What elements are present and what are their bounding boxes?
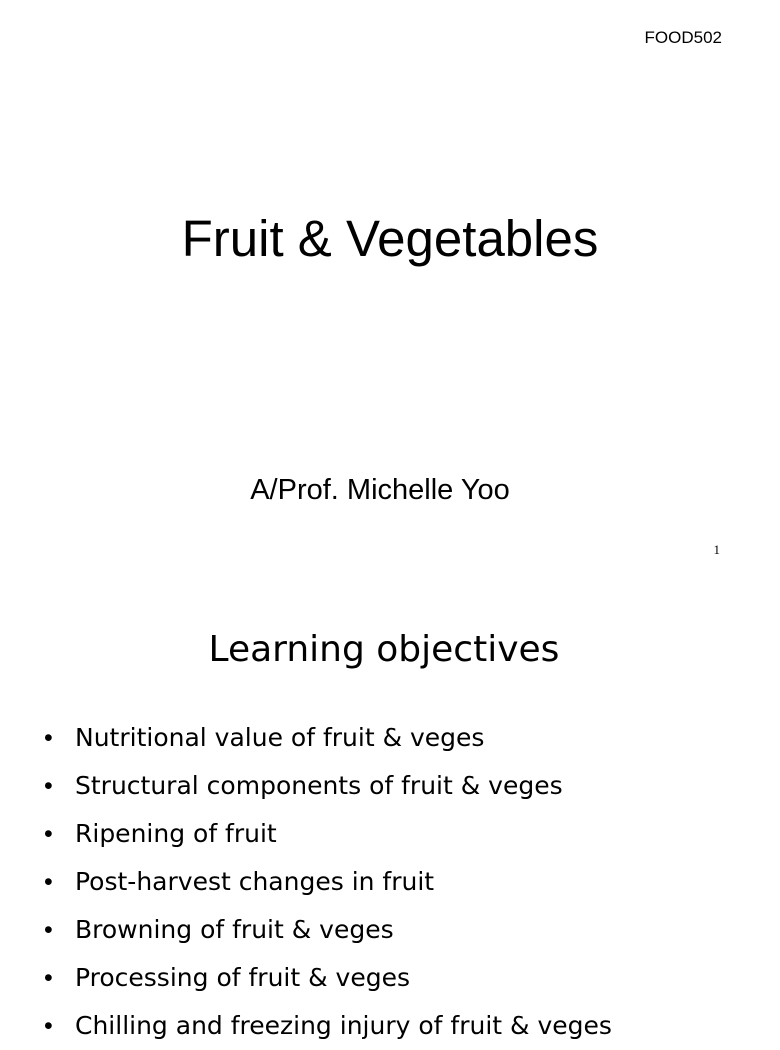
objective-text: Nutritional value of fruit & veges [75,723,485,752]
bullet-icon: • [44,820,53,848]
list-item [44,714,612,762]
bullet-icon: • [44,772,53,800]
bullet-icon: • [44,964,53,992]
list-item [44,762,612,810]
objective-text: Structural components of fruit & veges [75,771,563,800]
list-item [44,1002,612,1050]
objectives-slide [0,576,768,1040]
list-item [44,954,612,1002]
objective-text: Chilling and freezing injury of fruit & veges [75,1011,612,1040]
bullet-icon: • [44,868,53,896]
list-item [44,810,612,858]
bullet-icon: • [44,724,53,752]
course-code: FOOD502 [644,28,722,47]
objective-text: Ripening of fruit [75,819,277,848]
list-item [44,906,612,954]
bullet-icon: • [44,1012,53,1040]
bullet-icon: • [44,916,53,944]
list-item [44,858,612,906]
page-number: 1 [713,542,720,557]
presenter-name: A/Prof. Michelle Yoo [250,474,510,506]
objective-text: Processing of fruit & veges [75,963,410,992]
objective-text: Post-harvest changes in fruit [75,867,435,896]
objectives-list [44,714,612,1050]
objectives-title: Learning objectives [208,629,560,670]
slide-title: Fruit & Vegetables [181,210,599,267]
objective-text: Browning of fruit & veges [75,915,394,944]
